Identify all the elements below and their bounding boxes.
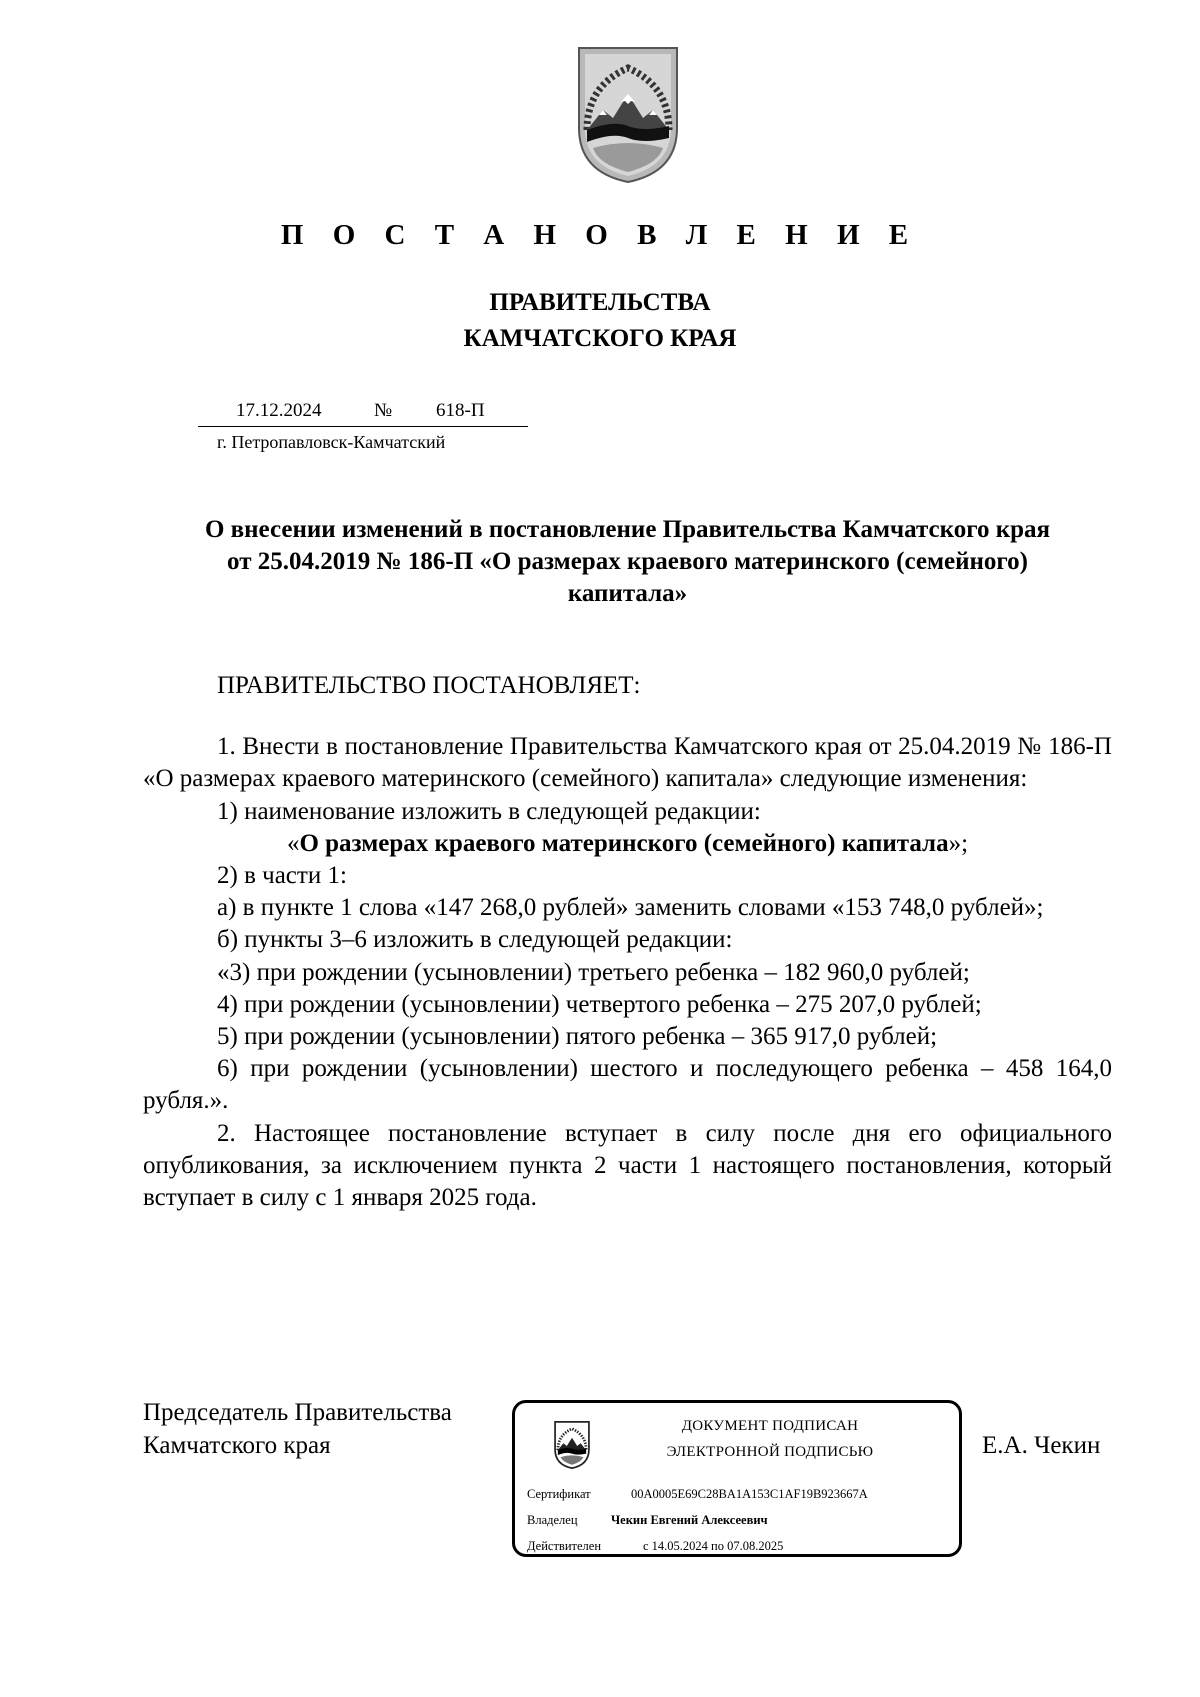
signer-name: Е.А. Чекин [982, 1432, 1101, 1459]
quote-open: « [286, 829, 300, 857]
certificate-row [527, 1487, 868, 1502]
amount-item-4: 4) при рождении (усыновлении) четвертого ребенка – 275 207,0 рублей; [217, 990, 982, 1018]
document-type-heading: П О С Т А Н О В Л Е Н И Е [280, 219, 920, 251]
document-city: г. Петропавловск-Камчатский [217, 432, 446, 452]
owner-row [527, 1513, 768, 1528]
quote-close: »; [948, 829, 969, 857]
date-number-line [198, 398, 528, 427]
signer-position [143, 1396, 452, 1462]
signer-position-line: Председатель Правительства [143, 1399, 452, 1426]
amount-item-6: 6) при рождении (усыновлении) шестого и последующего ребенка – 458 164,0 рубля.». [143, 1055, 1112, 1115]
new-name-text: О размерах краевого материнского (семейного) капитала [299, 829, 949, 857]
title-line: от 25.04.2019 № 186-П «О размерах краевого материнского (семейного) [227, 548, 1028, 575]
validity-value: с 14.05.2024 по 07.08.2025 [643, 1539, 784, 1553]
document-date: 17.12.2024 [236, 400, 322, 421]
signature-stamp-emblem-icon [553, 1421, 591, 1469]
signature-stamp-heading [595, 1413, 945, 1465]
validity-row [527, 1539, 783, 1554]
owner-label: Владелец [527, 1513, 578, 1527]
document-body [143, 670, 1112, 1214]
resolution-lead: ПРАВИТЕЛЬСТВО ПОСТАНОВЛЯЕТ: [217, 672, 641, 699]
electronic-signature-stamp [512, 1400, 962, 1557]
issuer-line: ПРАВИТЕЛЬСТВА [489, 289, 711, 316]
certificate-label: Сертификат [527, 1487, 591, 1501]
kamchatka-coat-of-arms-emblem [573, 46, 683, 184]
certificate-value: 00A0005E69C28BA1A153C1AF19B923667A [631, 1487, 868, 1501]
owner-value: Чекин Евгений Алексеевич [611, 1513, 768, 1527]
amount-item-3: «3) при рождении (усыновлении) третьего ребенка – 182 960,0 рублей; [217, 958, 970, 986]
number-sign: № [374, 400, 393, 421]
subitem-b: б) пункты 3–6 изложить в следующей редакции: [217, 926, 733, 954]
validity-label: Действителен [527, 1539, 602, 1553]
issuer-line: КАМЧАТСКОГО КРАЯ [463, 325, 737, 352]
issuer-heading [0, 285, 1200, 357]
title-line: О внесении изменений в постановление Правительства Камчатского края [204, 516, 1051, 543]
new-name-quote [143, 828, 1112, 860]
title-line: капитала» [567, 580, 688, 607]
paragraph-1: 1. Внести в постановление Правительства Камчатского края от 25.04.2019 № 186-П «О размерах краевого материнского (семейного) капитала» следующие изменения: [143, 733, 1112, 793]
document-title [135, 514, 1120, 610]
stamp-heading-line: ЭЛЕКТРОННОЙ ПОДПИСЬЮ [666, 1444, 874, 1460]
amount-item-5: 5) при рождении (усыновлении) пятого ребенка – 365 917,0 рублей; [217, 1023, 938, 1051]
stamp-heading-line: ДОКУМЕНТ ПОДПИСАН [681, 1418, 859, 1434]
subitem-a: а) в пункте 1 слова «147 268,0 рублей» заменить словами «153 748,0 рублей»; [217, 894, 1044, 922]
paragraph-1-item-1: 1) наименование изложить в следующей редакции: [217, 797, 761, 825]
signer-position-line: Камчатского края [143, 1432, 331, 1459]
paragraph-1-item-2: 2) в части 1: [217, 862, 347, 890]
paragraph-2: 2. Настоящее постановление вступает в силу после дня его официального опубликования, за исключением пункта 2 части 1 настоящего постановления, который вступает в силу с 1 января 2025 года. [143, 1119, 1112, 1212]
document-number: 618-П [436, 400, 485, 421]
